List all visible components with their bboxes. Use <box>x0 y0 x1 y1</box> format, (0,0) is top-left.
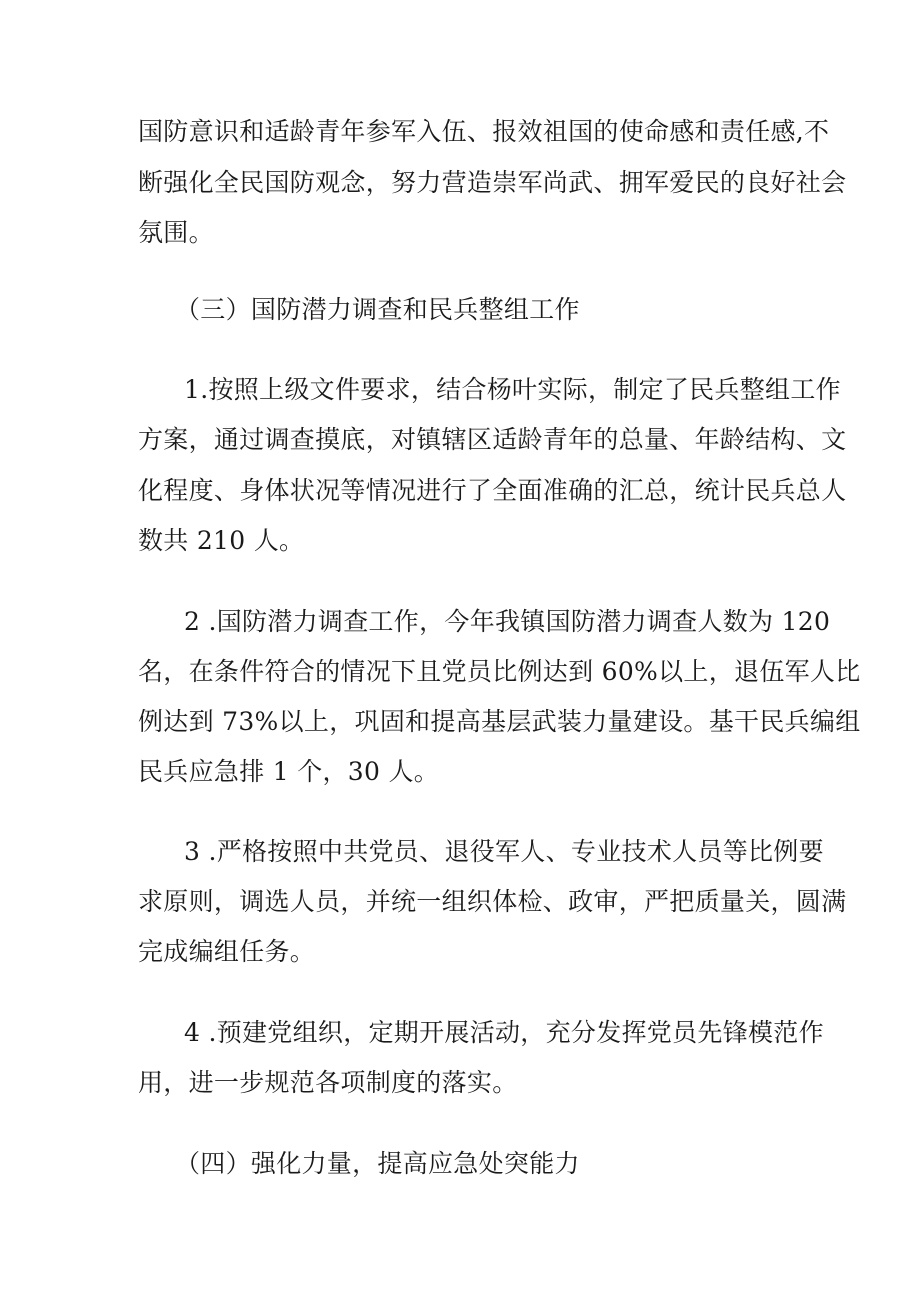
paragraph-line: 例达到 73%以上，巩固和提高基层武装力量建设。基干民兵编组 <box>138 707 861 736</box>
paragraph-line: 4 .预建党组织，定期开展活动，充分发挥党员先锋模范作 <box>184 1018 824 1047</box>
section-heading: （三）国防潜力调查和民兵整组工作 <box>175 295 580 324</box>
paragraph-line: 1.按照上级文件要求，结合杨叶实际，制定了民兵整组工作 <box>184 375 841 404</box>
section-heading: （四）强化力量，提高应急处突能力 <box>175 1149 580 1178</box>
paragraph-line: 国防意识和适龄青年参军入伍、报效祖国的使命感和责任感,不 <box>138 117 830 146</box>
paragraph-line: 完成编组任务。 <box>138 937 316 966</box>
paragraph-line: 数共 210 人。 <box>138 526 305 555</box>
paragraph-line: 化程度、身体状况等情况进行了全面准确的汇总，统计民兵总人 <box>138 476 847 505</box>
paragraph-line: 求原则，调选人员，并统一组织体检、政审，严把质量关，圆满 <box>138 887 847 916</box>
paragraph-line: 用，进一步规范各项制度的落实。 <box>138 1068 518 1097</box>
paragraph-line: 2 .国防潜力调查工作，今年我镇国防潜力调查人数为 120 <box>184 607 831 636</box>
paragraph-line: 3 .严格按照中共党员、退役军人、专业技术人员等比例要 <box>184 837 824 866</box>
paragraph-line: 方案，通过调查摸底，对镇辖区适龄青年的总量、年龄结构、文 <box>138 425 847 454</box>
paragraph-line: 名，在条件符合的情况下且党员比例达到 60%以上，退伍军人比 <box>138 657 861 686</box>
paragraph-line: 氛围。 <box>138 218 214 247</box>
paragraph-line: 民兵应急排 1 个，30 人。 <box>138 757 440 786</box>
paragraph-line: 断强化全民国防观念，努力营造崇军尚武、拥军爱民的良好社会 <box>138 168 847 197</box>
